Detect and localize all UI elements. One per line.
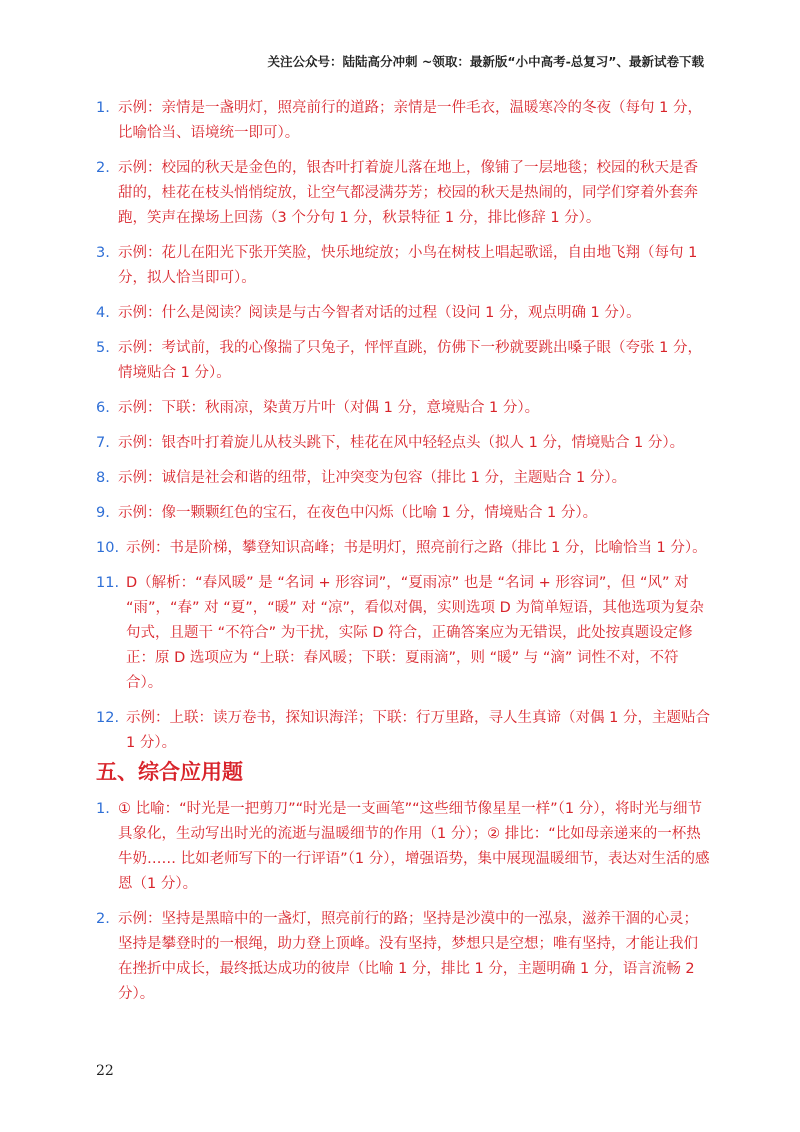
answer-list-part1 — [96, 96, 712, 766]
answer-item — [96, 536, 712, 561]
answer-item — [96, 907, 712, 1007]
answer-item — [96, 336, 712, 386]
answer-item — [96, 156, 712, 231]
item-number: 2. — [96, 911, 110, 927]
item-number: 8. — [96, 470, 110, 486]
answer-item — [96, 301, 712, 326]
item-text: 示例：上联：读万卷书，探知识海洋；下联：行万里路，寻人生真谛（对偶 1 分，主题贴合 1 分）。 — [126, 710, 710, 751]
item-number: 1. — [96, 801, 110, 817]
answer-list-part2 — [96, 797, 712, 1017]
item-text: 示例：银杏叶打着旋儿从枝头跳下，桂花在风中轻轻点头（拟人 1 分，情境贴合 1 分）。 — [118, 435, 685, 451]
item-text: 示例：书是阶梯，攀登知识高峰；书是明灯，照亮前行之路（排比 1 分，比喻恰当 1 分）。 — [126, 540, 707, 556]
item-text: 示例：考试前，我的心像揣了只兔子，怦怦直跳，仿佛下一秒就要跳出嗓子眼（夸张 1 分，情境贴合 1 分）。 — [118, 340, 702, 381]
item-number: 1. — [96, 100, 110, 116]
item-number: 11. — [96, 575, 120, 591]
answer-item — [96, 466, 712, 491]
answer-item — [96, 96, 712, 146]
section-title: 五、综合应用题 — [96, 760, 243, 784]
item-text: 示例：什么是阅读？阅读是与古今智者对话的过程（设问 1 分，观点明确 1 分）。 — [118, 305, 641, 321]
item-text: 示例：像一颗颗红色的宝石，在夜色中闪烁（比喻 1 分，情境贴合 1 分）。 — [118, 505, 598, 521]
item-text: ① 比喻：“时光是一把剪刀”“时光是一支画笔”“这些细节像星星一样”（1 分），将时光与细节具象化，生动写出时光的流逝与温暖细节的作用（1 分）；② 排比：“比如母亲递来的一杯热牛奶…… 比如老师写下的一行评语”（1 分），增强语势，集中展现温暖细节，表达对生活的感恩（1 分）。 — [118, 801, 710, 892]
answer-item — [96, 571, 712, 696]
item-number: 5. — [96, 340, 110, 356]
item-number: 6. — [96, 400, 110, 416]
answer-item — [96, 501, 712, 526]
answer-item — [96, 241, 712, 291]
item-number: 3. — [96, 245, 110, 261]
answer-item — [96, 797, 712, 897]
answer-item — [96, 396, 712, 421]
page-header: 关注公众号：陆陆高分冲刺 ~领取：最新版“小中高考-总复习”、最新试卷下载 — [267, 54, 704, 69]
item-number: 10. — [96, 540, 120, 556]
answer-item — [96, 706, 712, 756]
item-text: 示例：校园的秋天是金色的，银杏叶打着旋儿落在地上，像铺了一层地毯；校园的秋天是香甜的，桂花在枝头悄悄绽放，让空气都浸满芬芳；校园的秋天是热闹的，同学们穿着外套奔跑，笑声在操场上回荡（3 个分句 1 分，秋景特征 1 分，排比修辞 1 分）。 — [118, 160, 698, 226]
answer-item — [96, 431, 712, 456]
item-text: D（解析：“春风暖” 是 “名词 + 形容词”，“夏雨凉” 也是 “名词 + 形容词”，但 “风” 对 “雨”，“春” 对 “夏”，“暖” 对 “凉”，看似对偶，实则选项 D 为简单短语，其他选项为复杂句式，且题干 “不符合” 为干扰，实际 D 符合，正确答案应为无错误，此处按真题设定修正：原 D 选项应为 “上联：春风暖；下联：夏雨滴”，则 “暖” 与 “滴” 词性不对，不符合）。 — [126, 575, 704, 691]
item-number: 2. — [96, 160, 110, 176]
page-number: 22 — [96, 1063, 114, 1079]
item-number: 9. — [96, 505, 110, 521]
item-text: 示例：亲情是一盏明灯，照亮前行的道路；亲情是一件毛衣，温暖寒冷的冬夜（每句 1 分，比喻恰当、语境统一即可）。 — [118, 100, 702, 141]
item-text: 示例：坚持是黑暗中的一盏灯，照亮前行的路；坚持是沙漠中的一泓泉，滋养干涸的心灵；坚持是攀登时的一根绳，助力登上顶峰。没有坚持，梦想只是空想；唯有坚持，才能让我们在挫折中成长，最终抵达成功的彼岸（比喻 1 分，排比 1 分，主题明确 1 分，语言流畅 2 分）。 — [118, 911, 698, 1002]
item-text: 示例：花儿在阳光下张开笑脸，快乐地绽放；小鸟在树枝上唱起歌谣，自由地飞翔（每句 1 分，拟人恰当即可）。 — [118, 245, 698, 286]
item-text: 示例：诚信是社会和谐的纽带，让冲突变为包容（排比 1 分，主题贴合 1 分）。 — [118, 470, 627, 486]
item-number: 4. — [96, 305, 110, 321]
item-number: 7. — [96, 435, 110, 451]
item-text: 示例：下联：秋雨凉，染黄万片叶（对偶 1 分，意境贴合 1 分）。 — [118, 400, 540, 416]
item-number: 12. — [96, 710, 120, 726]
